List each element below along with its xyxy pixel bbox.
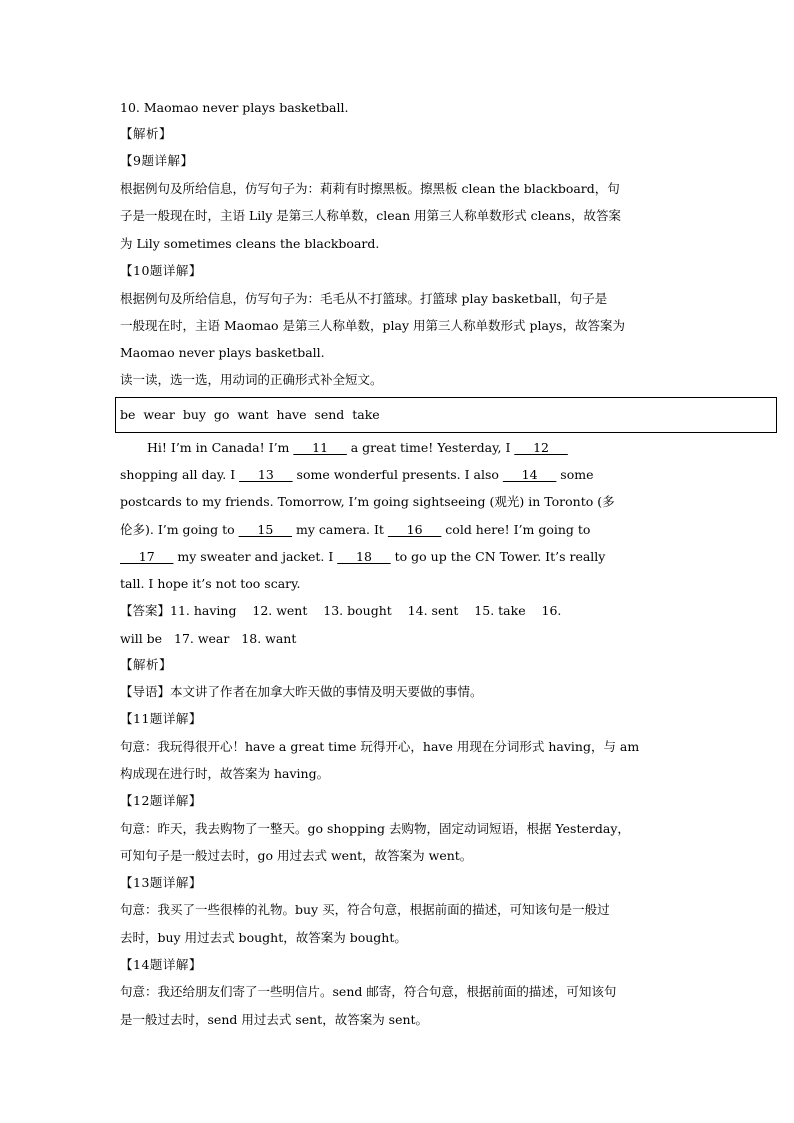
- passage-text: to go up the CN Tower. It’s really: [390, 549, 606, 564]
- section-instruction: 读一读，选一选，用动词的正确形式补全短文。: [120, 372, 383, 387]
- passage-line-1: [147, 440, 568, 455]
- q10-heading: 【10题详解】: [120, 263, 202, 278]
- q10-explain-line-2: 一般现在时，主语 Maomao 是第三人称单数，play 用第三人称单数形式 plays，故答案为: [120, 318, 625, 333]
- q9-explain-line-2: 子是一般现在时，主语 Lily 是第三人称单数，clean 用第三人称单数形式 cleans，故答案: [120, 208, 621, 223]
- blank-12: ___12___: [514, 440, 568, 455]
- passage-text: cold here! I’m going to: [441, 522, 591, 537]
- q13-explain-line-2: 去时，buy 用过去式 bought，故答案为 bought。: [120, 930, 407, 945]
- blank-11: ___11___: [293, 440, 347, 455]
- q12-explain-line-1: 句意：昨天，我去购物了一整天。go shopping 去购物，固定动词短语，根据 Yesterday，: [120, 821, 630, 836]
- blank-18: ___18___: [337, 549, 391, 564]
- guide-line: 【导语】本文讲了作者在加拿大昨天做的事情及明天要做的事情。: [120, 684, 483, 699]
- word-bank: be wear buy go want have send take: [120, 407, 380, 422]
- passage-text: some: [556, 467, 594, 482]
- answer-key-line-1: 【答案】11. having 12. went 13. bought 14. sent 15. take 16.: [120, 603, 562, 618]
- q13-explain-line-1: 句意：我买了一些很棒的礼物。buy 买，符合句意，根据前面的描述，可知该句是一般过: [120, 902, 610, 917]
- q9-explain-line-3: 为 Lily sometimes cleans the blackboard.: [120, 236, 380, 251]
- analysis-heading: 【解析】: [120, 126, 173, 141]
- passage-line-6: tall. I hope it’s not too scary.: [120, 576, 301, 591]
- blank-15: ___15___: [238, 522, 293, 537]
- passage-text: some wonderful presents. I also: [292, 467, 503, 482]
- q14-heading: 【14题详解】: [120, 957, 202, 972]
- blank-17: ___17___: [120, 549, 174, 564]
- q10-explain-line-3: Maomao never plays basketball.: [120, 345, 325, 360]
- answer-line-10: 10. Maomao never plays basketball.: [120, 100, 349, 115]
- q11-explain-line-2: 构成现在进行时，故答案为 having。: [120, 766, 330, 781]
- word-bank-box: [115, 397, 777, 433]
- q14-explain-line-2: 是一般过去时，send 用过去式 sent，故答案为 sent。: [120, 1012, 429, 1027]
- passage-text: shopping all day. I: [120, 467, 240, 482]
- q10-explain-line-1: 根据例句及所给信息，仿写句子为：毛毛从不打篮球。打篮球 play basketball，句子是: [120, 291, 608, 306]
- blank-16: ___16___: [387, 522, 442, 537]
- passage-line-4: [120, 520, 590, 538]
- passage-text: Hi! I’m in Canada! I’m: [147, 440, 294, 455]
- q12-explain-line-2: 可知句子是一般过去时，go 用过去式 went，故答案为 went。: [120, 848, 473, 863]
- passage-text: a great time! Yesterday, I: [346, 440, 515, 455]
- analysis-heading-2: 【解析】: [120, 657, 173, 672]
- passage-text: my camera. It: [292, 522, 388, 537]
- passage-line-3: postcards to my friends. Tomorrow, I’m going sightseeing (观光) in Toronto (多: [120, 494, 615, 509]
- blank-14: ___14___: [502, 467, 557, 482]
- q9-heading: 【9题详解】: [120, 153, 194, 168]
- passage-text: my sweater and jacket. I: [173, 549, 338, 564]
- blank-13: ___13___: [239, 467, 293, 482]
- q13-heading: 【13题详解】: [120, 875, 202, 890]
- q11-explain-line-1: 句意：我玩得很开心！have a great time 玩得开心，have 用现在分词形式 having，与 am: [120, 739, 640, 754]
- q14-explain-line-1: 句意：我还给朋友们寄了一些明信片。send 邮寄，符合句意，根据前面的描述，可知该句: [120, 984, 617, 999]
- q12-heading: 【12题详解】: [120, 793, 202, 808]
- passage-line-2: [120, 467, 593, 482]
- passage-text: 伦多). I’m going to: [120, 522, 239, 537]
- q11-heading: 【11题详解】: [120, 711, 202, 726]
- passage-line-5: [120, 549, 605, 564]
- q9-explain-line-1: 根据例句及所给信息，仿写句子为：莉莉有时擦黑板。擦黑板 clean the blackboard，句: [120, 181, 620, 196]
- answer-key-line-2: will be 17. wear 18. want: [120, 631, 297, 646]
